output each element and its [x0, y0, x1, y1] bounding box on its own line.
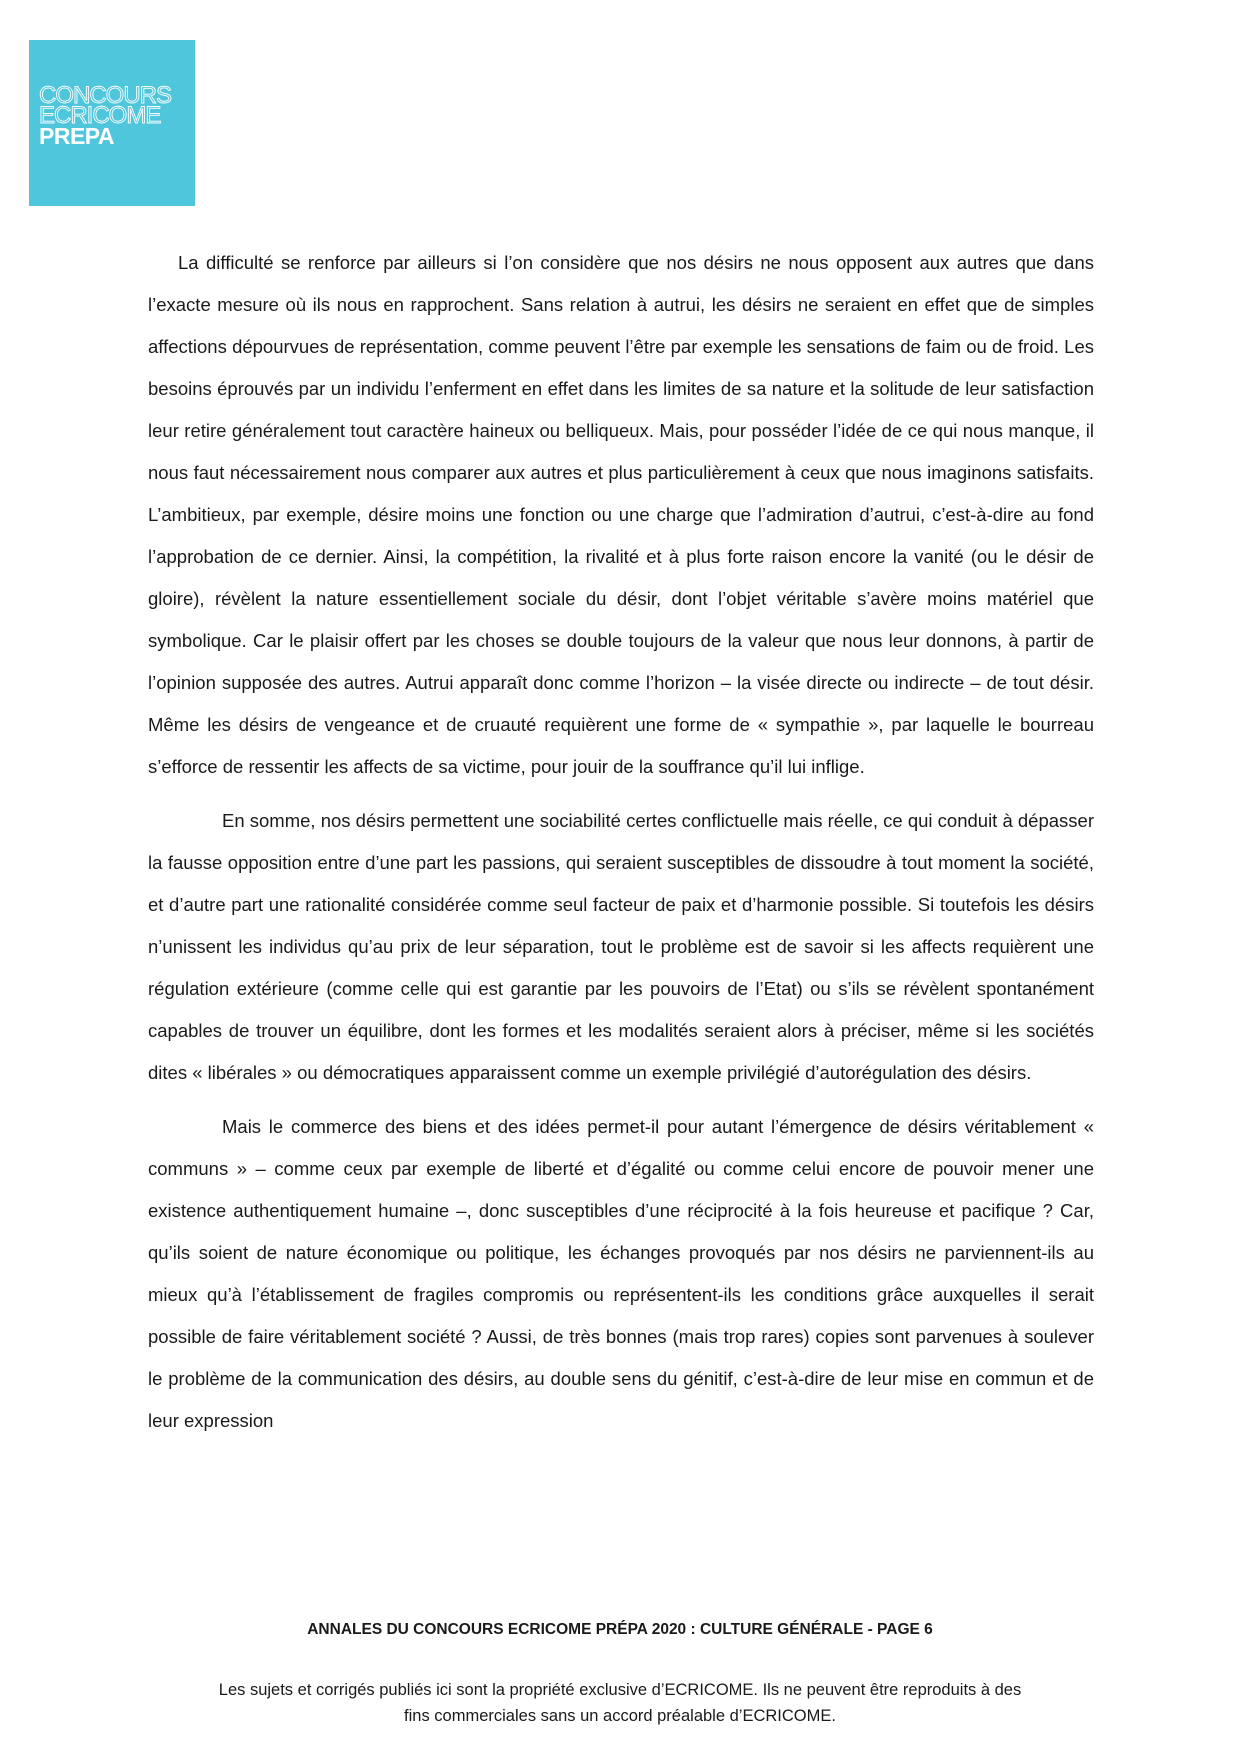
- paragraph-3: Mais le commerce des biens et des idées permet-il pour autant l’émergence de désirs véritablement « communs » – comme ceux par exemple de liberté et d’égalité ou comme celui encore de pouvoir mener une existence authentiquement humaine –, donc susceptibles d’une réciprocité à la fois heureuse et pacifique ? Car, qu’ils soient de nature économique ou politique, les échanges provoqués par nos désirs ne parviennent-ils au mieux qu’à l’établissement de fragiles compromis ou représentent-ils les conditions grâce auxquelles il serait possible de faire véritablement société ? Aussi, de très bonnes (mais trop rares) copies sont parvenues à soulever le problème de la communication des désirs, au double sens du génitif, c’est-à-dire de leur mise en commun et de leur expression: [148, 1116, 1094, 1431]
- footer-title: ANNALES DU CONCOURS ECRICOME PRÉPA 2020 : CULTURE GÉNÉRALE - PAGE 6: [307, 1621, 933, 1638]
- footer-copyright-note: [150, 1677, 1090, 1729]
- logo-line-concours: CONCOURS: [39, 82, 172, 109]
- document-body: [148, 242, 1094, 1454]
- ecricome-logo: [29, 40, 195, 206]
- paragraph-2: En somme, nos désirs permettent une sociabilité certes conflictuelle mais réelle, ce qui conduit à dépasser la fausse opposition entre d’une part les passions, qui seraient susceptibles de dissoudre à tout moment la société, et d’autre part une rationalité considérée comme seul facteur de paix et d’harmonie possible. Si toutefois les désirs n’unissent les individus qu’au prix de leur séparation, tout le problème est de savoir si les affects requièrent une régulation extérieure (comme celle qui est garantie par les pouvoirs de l’Etat) ou s’ils se révèlent spontanément capables de trouver un équilibre, dont les formes et les modalités seraient alors à préciser, même si les sociétés dites « libérales » ou démocratiques apparaissent comme un exemple privilégié d’autorégulation des désirs.: [148, 810, 1094, 1083]
- paragraph-1: La difficulté se renforce par ailleurs si l’on considère que nos désirs ne nous opposent aux autres que dans l’exacte mesure où ils nous en rapprochent. Sans relation à autrui, les désirs ne seraient en effet que de simples affections dépourvues de représentation, comme peuvent l’être par exemple les sensations de faim ou de froid. Les besoins éprouvés par un individu l’enferment en effet dans les limites de sa nature et la solitude de leur satisfaction leur retire généralement tout caractère haineux ou belliqueux. Mais, pour posséder l’idée de ce qui nous manque, il nous faut nécessairement nous comparer aux autres et plus particulièrement à ceux que nous imaginons satisfaits. L’ambitieux, par exemple, désire moins une fonction ou une charge que l’admiration d’autrui, c’est-à-dire au fond l’approbation de ce dernier. Ainsi, la compétition, la rivalité et à plus forte raison encore la vanité (ou le désir de gloire), révèlent la nature essentiellement sociale du désir, dont l’objet véritable s’avère moins matériel que symbolique. Car le plaisir offert par les choses se double toujours de la valeur que nous leur donnons, à partir de l’opinion supposée des autres. Autrui apparaît donc comme l’horizon – la visée directe ou indirecte – de tout désir. Même les désirs de vengeance et de cruauté requièrent une forme de « sympathie », par laquelle le bourreau s’efforce de ressentir les affects de sa victime, pour jouir de la souffrance qu’il lui inflige.: [148, 252, 1094, 777]
- footer-note-line-1: Les sujets et corrigés publiés ici sont la propriété exclusive d’ECRICOME. Ils ne peuvent être reproduits à des: [218, 1681, 1022, 1699]
- logo-line-ecricome: ECRICOME: [39, 102, 161, 129]
- footer-note-line-2: fins commerciales sans un accord préalable d’ECRICOME.: [404, 1707, 836, 1725]
- logo-line-prepa: PREPA: [39, 123, 115, 149]
